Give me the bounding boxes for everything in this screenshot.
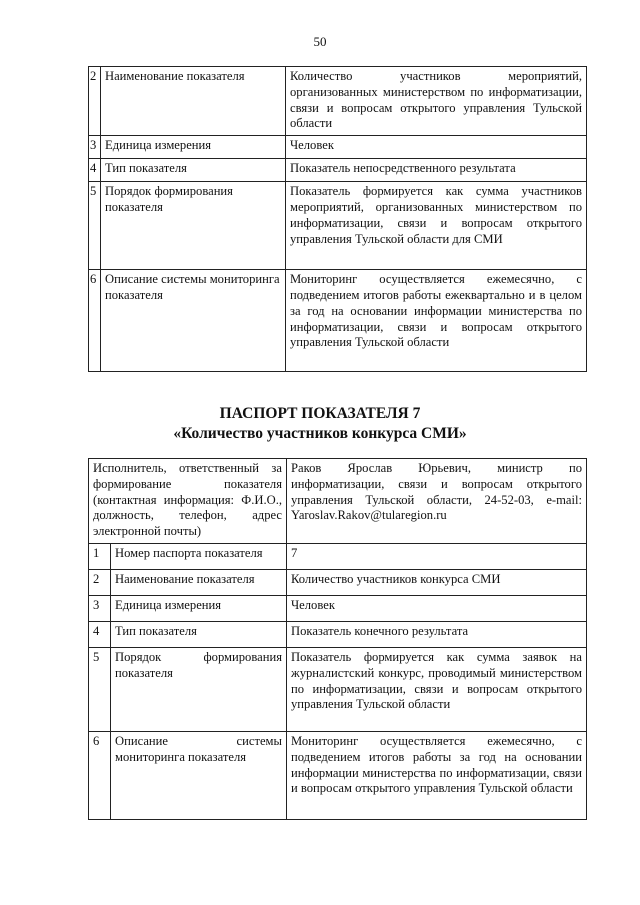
row-value: Показатель конечного результата bbox=[287, 621, 587, 647]
passport-subtitle: «Количество участников конкурса СМИ» bbox=[173, 425, 467, 442]
row-number: 4 bbox=[89, 159, 101, 182]
row-value: Человек bbox=[287, 595, 587, 621]
row-value: Количество участников конкурса СМИ bbox=[287, 569, 587, 595]
responsible-value: Раков Ярослав Юрьевич, министр по информатизации, связи и вопросам открытого управления Тульской области, 24-52-03, e-mail: Yaroslav.Rakov@tularegion.ru bbox=[287, 459, 587, 544]
table-row bbox=[89, 543, 587, 569]
row-label: Наименование показателя bbox=[101, 67, 286, 136]
row-label: Наименование показателя bbox=[111, 569, 287, 595]
row-label: Тип показателя bbox=[111, 621, 287, 647]
table-row bbox=[89, 569, 587, 595]
passport-table bbox=[88, 458, 587, 820]
row-number: 2 bbox=[89, 67, 101, 136]
row-number: 5 bbox=[89, 647, 111, 731]
table-row bbox=[89, 182, 587, 270]
row-value: Количество участников мероприятий, организованных министерством по информатизации, связи и вопросам открытого управления Тульской области bbox=[286, 67, 587, 136]
row-value: Показатель непосредственного результата bbox=[286, 159, 587, 182]
row-number: 4 bbox=[89, 621, 111, 647]
row-label: Описание системы мониторинга показателя bbox=[101, 270, 286, 372]
row-label: Описание системы мониторинга показателя bbox=[111, 731, 287, 819]
page-number: 50 bbox=[313, 34, 327, 49]
table-row bbox=[89, 270, 587, 372]
table-row bbox=[89, 621, 587, 647]
row-label: Единица измерения bbox=[101, 136, 286, 159]
row-number: 2 bbox=[89, 569, 111, 595]
row-value: Показатель формируется как сумма участников мероприятий, организованных министерством по информатизации, связи и вопросам открытого управления Тульской области для СМИ bbox=[286, 182, 587, 270]
row-number: 6 bbox=[89, 731, 111, 819]
row-value: Мониторинг осуществляется ежемесячно, с подведением итогов работы ежеквартально и в целом за год на основании информации министерства по информатизации, связи и вопросам открытого управления Тульской области bbox=[286, 270, 587, 372]
table-row bbox=[89, 647, 587, 731]
row-label: Номер паспорта показателя bbox=[111, 543, 287, 569]
row-value: Показатель формируется как сумма заявок на журналистский конкурс, проводимый министерством по информатизации, связи и вопросам открытого управления Тульской области bbox=[287, 647, 587, 731]
row-value: 7 bbox=[287, 543, 587, 569]
row-value: Человек bbox=[286, 136, 587, 159]
table-row bbox=[89, 159, 587, 182]
table-row bbox=[89, 731, 587, 819]
passport-title: ПАСПОРТ ПОКАЗАТЕЛЯ 7 bbox=[219, 405, 421, 422]
row-number: 6 bbox=[89, 270, 101, 372]
row-number: 1 bbox=[89, 543, 111, 569]
table-row bbox=[89, 67, 587, 136]
row-label: Порядок формирования показателя bbox=[111, 647, 287, 731]
indicator-table-continued bbox=[88, 66, 587, 372]
table-row bbox=[89, 136, 587, 159]
row-label: Порядок формирования показателя bbox=[101, 182, 286, 270]
responsible-label: Исполнитель, ответственный за формирование показателя (контактная информация: Ф.И.О., должность, телефон, адрес электронной почты) bbox=[89, 459, 287, 544]
table-row-responsible bbox=[89, 459, 587, 544]
row-number: 3 bbox=[89, 595, 111, 621]
table-row bbox=[89, 595, 587, 621]
row-label: Единица измерения bbox=[111, 595, 287, 621]
row-number: 3 bbox=[89, 136, 101, 159]
row-number: 5 bbox=[89, 182, 101, 270]
row-label: Тип показателя bbox=[101, 159, 286, 182]
row-value: Мониторинг осуществляется ежемесячно, с подведением итогов работы за год на основании информации министерства по информатизации, связи и вопросам открытого управления Тульской области bbox=[287, 731, 587, 819]
